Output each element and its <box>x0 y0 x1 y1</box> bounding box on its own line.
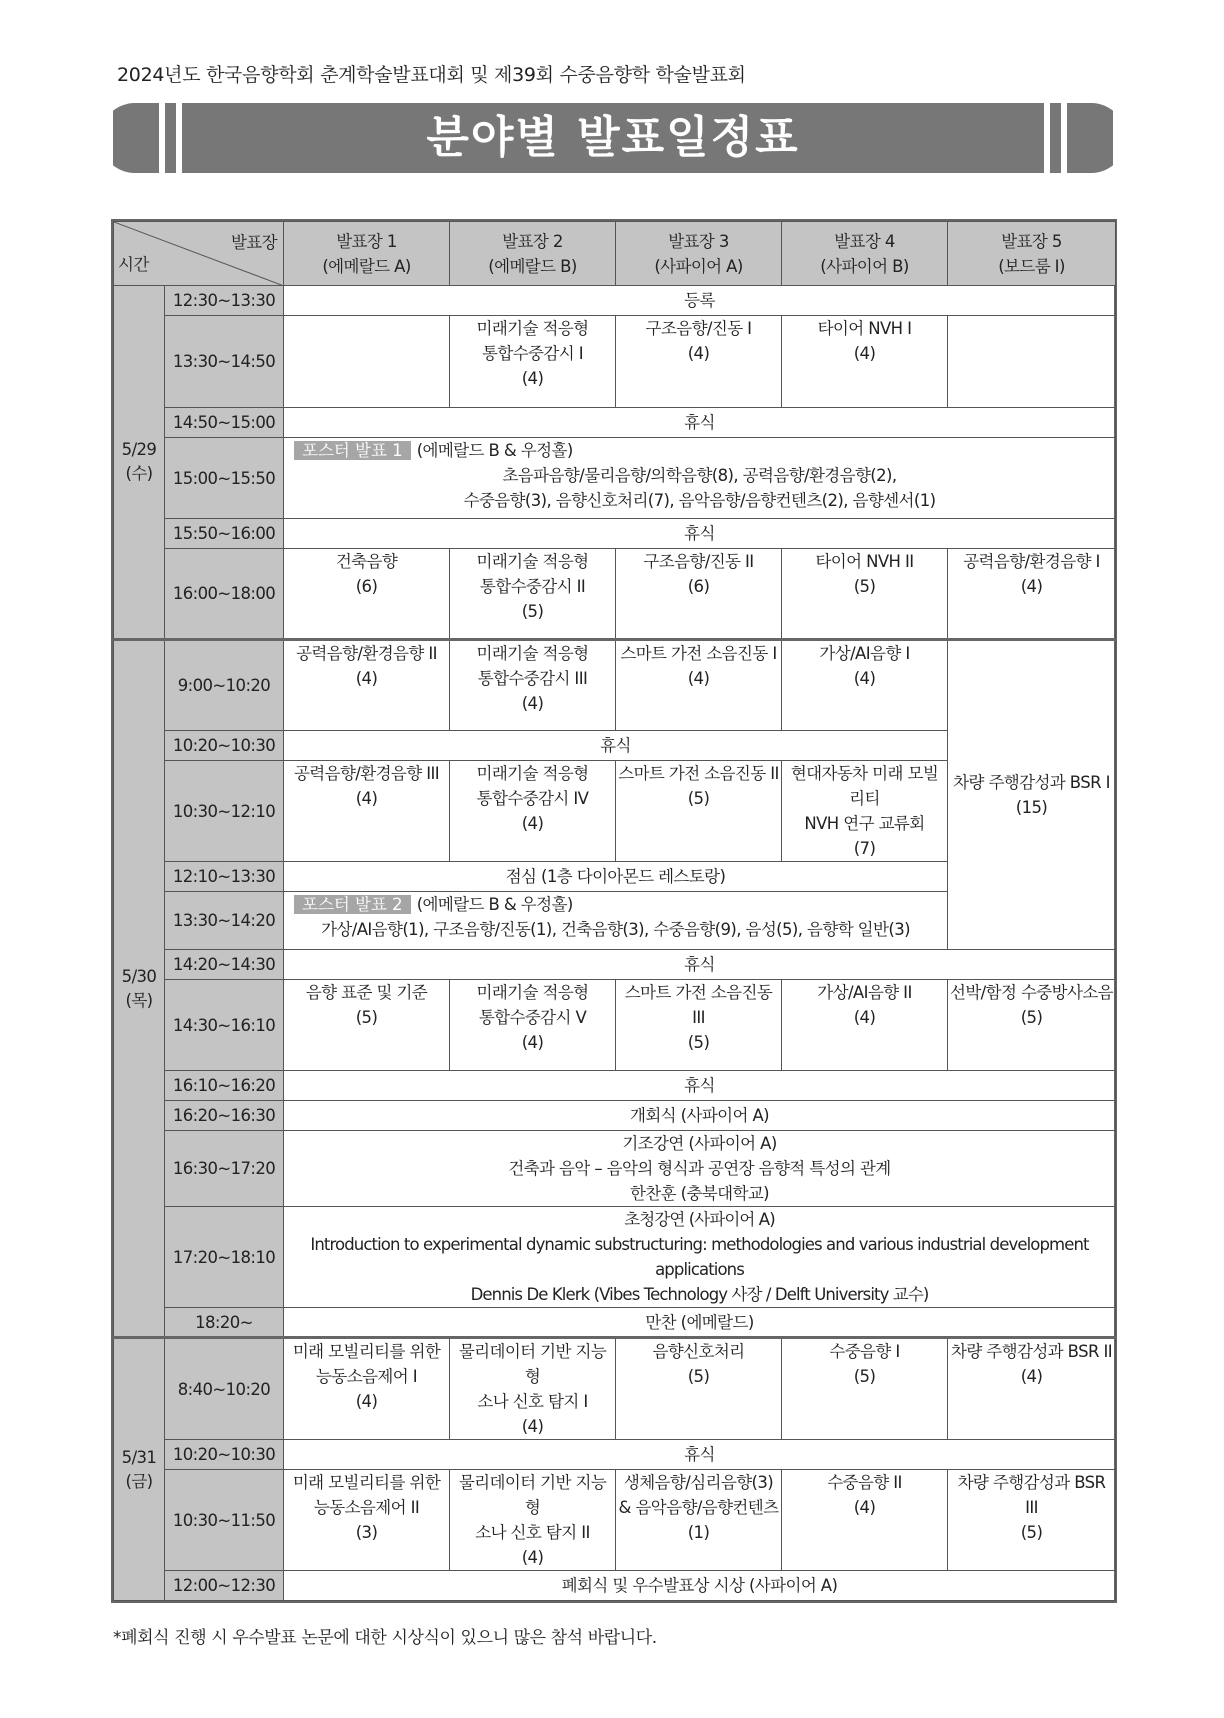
table-row <box>114 1470 1116 1571</box>
session-cell: 가상/AI음향 II (4) <box>782 980 948 1071</box>
session-cell: 구조음향/진동 II (6) <box>616 549 782 640</box>
session-cell: 공력음향/환경음향 III (4) <box>284 761 450 862</box>
table-row <box>114 1101 1116 1131</box>
corner-room-label: 발표장 <box>230 233 277 252</box>
session-cell: 수중음향 I (5) <box>782 1338 948 1440</box>
table-row <box>114 950 1116 980</box>
room-header: 발표장 4 (사파이어 B) <box>782 222 948 286</box>
room-header: 발표장 2 (에메랄드 B) <box>450 222 616 286</box>
session-cell: 휴식 <box>284 408 1116 438</box>
session-cell: 물리데이터 기반 지능형 소나 신호 탐지 I (4) <box>450 1338 616 1440</box>
session-cell: 스마트 가전 소음진동 II (5) <box>616 761 782 862</box>
table-row <box>114 1440 1116 1470</box>
time-cell: 15:50~16:00 <box>165 519 284 549</box>
session-cell: 휴식 <box>284 519 1116 549</box>
time-cell: 10:20~10:30 <box>165 731 284 761</box>
session-cell: 개회식 (사파이어 A) <box>284 1101 1116 1131</box>
poster-tag: 포스터 발표 2 <box>294 895 411 914</box>
session-cell: 스마트 가전 소음진동 I (4) <box>616 640 782 731</box>
time-cell: 12:10~13:30 <box>165 862 284 892</box>
session-cell: 등록 <box>284 286 1116 316</box>
poster-tag: 포스터 발표 1 <box>294 441 411 460</box>
poster-place: (에메랄드 B & 우정홀) <box>416 441 573 460</box>
corner-time-label: 시간 <box>118 255 149 274</box>
footnote: *폐회식 진행 시 우수발표 논문에 대한 시상식이 있으니 많은 참석 바랍니다. <box>113 1628 657 1648</box>
table-row <box>114 316 1116 408</box>
session-cell: 점심 (1층 다이아몬드 레스토랑) <box>284 862 948 892</box>
table-row <box>114 1207 1116 1308</box>
day-label: 5/29 (수) <box>114 286 165 640</box>
time-cell: 16:10~16:20 <box>165 1071 284 1101</box>
session-cell: 휴식 <box>284 1440 1116 1470</box>
session-cell: 타이어 NVH II (5) <box>782 549 948 640</box>
time-cell: 16:20~16:30 <box>165 1101 284 1131</box>
empty-cell <box>284 316 450 408</box>
session-cell: 미래기술 적응형 통합수중감시 III (4) <box>450 640 616 731</box>
session-cell: 공력음향/환경음향 I (4) <box>948 549 1116 640</box>
time-cell: 16:00~18:00 <box>165 549 284 640</box>
table-row <box>114 408 1116 438</box>
session-cell: 휴식 <box>284 731 948 761</box>
time-cell: 16:30~17:20 <box>165 1131 284 1207</box>
time-cell: 17:20~18:10 <box>165 1207 284 1308</box>
session-cell: 폐회식 및 우수발표상 시상 (사파이어 A) <box>284 1571 1116 1601</box>
day-label: 5/31 (금) <box>114 1338 165 1601</box>
time-cell: 15:00~15:50 <box>165 438 284 519</box>
time-cell: 18:20~ <box>165 1308 284 1338</box>
session-cell: 선박/함정 수중방사소음 (5) <box>948 980 1116 1071</box>
session-cell: 휴식 <box>284 1071 1116 1101</box>
session-cell: 휴식 <box>284 950 1116 980</box>
room-header: 발표장 1 (에메랄드 A) <box>284 222 450 286</box>
time-cell: 13:30~14:20 <box>165 892 284 950</box>
session-cell: 타이어 NVH I (4) <box>782 316 948 408</box>
table-row <box>114 980 1116 1071</box>
time-cell: 14:20~14:30 <box>165 950 284 980</box>
time-cell: 12:00~12:30 <box>165 1571 284 1601</box>
session-cell: 차량 주행감성과 BSR I (15) <box>948 640 1116 950</box>
time-cell: 14:30~16:10 <box>165 980 284 1071</box>
time-cell: 8:40~10:20 <box>165 1338 284 1440</box>
session-cell: 미래기술 적응형 통합수중감시 I (4) <box>450 316 616 408</box>
session-cell: 구조음향/진동 I (4) <box>616 316 782 408</box>
page-title: 분야별 발표일정표 <box>426 112 800 163</box>
corner-cell <box>114 222 284 286</box>
session-cell: 미래기술 적응형 통합수중감시 IV (4) <box>450 761 616 862</box>
invited-talk-cell: 초청강연 (사파이어 A) Introduction to experimental dynamic substructuring: methodologies and various industrial development applications Dennis De Klerk (Vibes Technology 사장 / Delft University 교수) <box>284 1207 1116 1308</box>
table-row <box>114 1131 1116 1207</box>
table-row <box>114 549 1116 640</box>
time-cell: 10:30~12:10 <box>165 761 284 862</box>
table-row <box>114 640 1116 731</box>
table-row <box>114 1071 1116 1101</box>
time-cell: 12:30~13:30 <box>165 286 284 316</box>
session-cell: 현대자동차 미래 모빌리티 NVH 연구 교류회 (7) <box>782 761 948 862</box>
empty-cell <box>948 316 1116 408</box>
session-cell: 미래 모빌리티를 위한 능동소음제어 I (4) <box>284 1338 450 1440</box>
room-header: 발표장 3 (사파이어 A) <box>616 222 782 286</box>
session-cell: 미래기술 적응형 통합수중감시 V (4) <box>450 980 616 1071</box>
table-row <box>114 438 1116 519</box>
session-cell: 미래기술 적응형 통합수중감시 II (5) <box>450 549 616 640</box>
table-row <box>114 1338 1116 1440</box>
time-cell: 10:20~10:30 <box>165 1440 284 1470</box>
session-cell: 생체음향/심리음향(3) & 음악음향/음향컨텐츠(1) <box>616 1470 782 1571</box>
session-cell: 공력음향/환경음향 II (4) <box>284 640 450 731</box>
table-row <box>114 286 1116 316</box>
header-row <box>114 222 1116 286</box>
session-cell: 가상/AI음향 I (4) <box>782 640 948 731</box>
table-row <box>114 1571 1116 1601</box>
poster-session-cell: 포스터 발표 2 (에메랄드 B & 우정홀) 가상/AI음향(1), 구조음향/진동(1), 건축음향(3), 수중음향(9), 음성(5), 음향학 일반(3) <box>284 892 948 950</box>
table-row <box>114 519 1116 549</box>
time-cell: 9:00~10:20 <box>165 640 284 731</box>
table-row <box>114 1308 1116 1338</box>
time-cell: 13:30~14:50 <box>165 316 284 408</box>
session-cell: 차량 주행감성과 BSR II (4) <box>948 1338 1116 1440</box>
room-header: 발표장 5 (보드룸 I) <box>948 222 1116 286</box>
session-cell: 차량 주행감성과 BSR III (5) <box>948 1470 1116 1571</box>
session-cell: 음향 표준 및 기준 (5) <box>284 980 450 1071</box>
session-cell: 음향신호처리 (5) <box>616 1338 782 1440</box>
schedule-table <box>113 221 1116 1601</box>
conference-title: 2024년도 한국음향학회 춘계학술발표대회 및 제39회 수중음향학 학술발표회 <box>117 64 746 86</box>
poster-session-cell: 포스터 발표 1 (에메랄드 B & 우정홀) 초음파음향/물리음향/의학음향(8), 공력음향/환경음향(2), 수중음향(3), 음향신호처리(7), 음악음향/음향컨텐츠(2), 음향센서(1) <box>284 438 1116 519</box>
session-cell: 물리데이터 기반 지능형 소나 신호 탐지 II (4) <box>450 1470 616 1571</box>
day-label: 5/30 (목) <box>114 640 165 1338</box>
session-cell: 미래 모빌리티를 위한 능동소음제어 II (3) <box>284 1470 450 1571</box>
time-cell: 10:30~11:50 <box>165 1470 284 1571</box>
session-cell: 수중음향 II (4) <box>782 1470 948 1571</box>
session-cell: 만찬 (에메랄드) <box>284 1308 1116 1338</box>
poster-place: (에메랄드 B & 우정홀) <box>416 895 573 914</box>
time-cell: 14:50~15:00 <box>165 408 284 438</box>
keynote-cell: 기조강연 (사파이어 A) 건축과 음악 – 음악의 형식과 공연장 음향적 특성의 관계 한찬훈 (충북대학교) <box>284 1131 1116 1207</box>
title-banner <box>113 103 1113 173</box>
session-cell: 스마트 가전 소음진동 III (5) <box>616 980 782 1071</box>
session-cell: 건축음향 (6) <box>284 549 450 640</box>
